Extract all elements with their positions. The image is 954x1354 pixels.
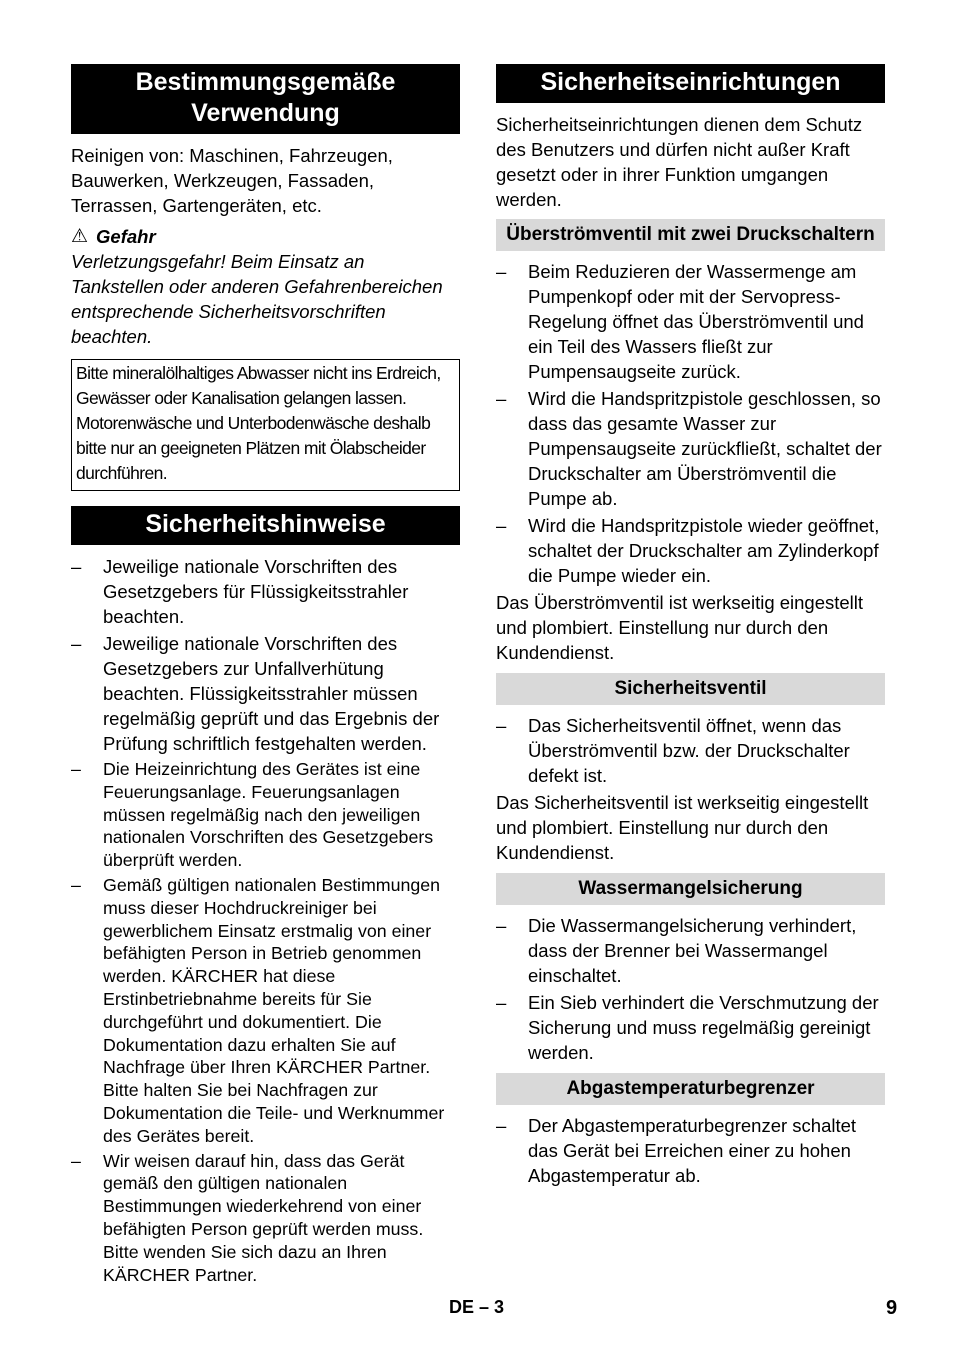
abgastemperaturbegrenzer-list <box>496 1113 885 1188</box>
list-item: – Beim Reduzieren der Wassermenge am Pumpenkopf oder mit der Servopress-Regelung öffnet das Überströmventil und ein Teil des Wassers fließt zur Pumpensaugseite zurück. <box>496 259 885 384</box>
sicherheitshinweise-list-continued <box>71 758 460 1286</box>
heading-sicherheitsventil: Sicherheitsventil <box>496 673 885 705</box>
list-item: – Wird die Handspritzpistole geschlossen, so dass das gesamte Wasser zur Pumpensaugseite zurückfließt, schaltet der Druckschalter am Überströmventil die Pumpe ab. <box>496 386 885 511</box>
environment-notice-box: Bitte mineralölhaltiges Abwasser nicht ins Erdreich, Gewässer oder Kanalisation gelangen lassen. Motorenwäsche und Unterbodenwäsche deshalb bitte nur an geeigneten Plätzen mit Ölabscheider durchführen. <box>71 359 460 491</box>
warning-triangle-icon: ⚠ <box>71 226 89 247</box>
paragraph-ueberstroemventil: Das Überströmventil ist werkseitig eingestellt und plombiert. Einstellung nur durch den Kundendienst. <box>496 592 864 663</box>
list-item: – Der Abgastemperaturbegrenzer schaltet das Gerät bei Erreichen einer zu hohen Abgastemperatur ab. <box>496 1113 885 1188</box>
list-item: – Jeweilige nationale Vorschriften des Gesetzgebers für Flüssigkeitsstrahler beachten. <box>71 554 460 629</box>
list-item: – Das Sicherheitsventil öffnet, wenn das Überströmventil bzw. der Druckschalter defekt ist. <box>496 713 885 788</box>
footer-language-page: DE – 3 <box>449 1297 505 1317</box>
heading-sicherheitseinrichtungen: Sicherheitseinrichtungen <box>496 64 885 103</box>
heading-ueberstroemventil: Überströmventil mit zwei Druckschaltern <box>496 219 885 251</box>
heading-bestimmungsgemaesse-verwendung: Bestimmungsgemäße Verwendung <box>71 64 460 134</box>
warning-text: Verletzungsgefahr! Beim Einsatz an Tankstellen oder anderen Gefahrenbereichen entsprechende Sicherheitsvorschriften beachten. <box>71 251 443 347</box>
list-item: – Jeweilige nationale Vorschriften des Gesetzgebers zur Unfallverhütung beachten. Flüssigkeitsstrahler müssen regelmäßig geprüft und das Ergebnis der Prüfung schriftlich festgehalten werden. <box>71 631 460 756</box>
paragraph-reinigen: Reinigen von: Maschinen, Fahrzeugen, Bauwerken, Werkzeugen, Fassaden, Terrassen, Gartengeräten, etc. <box>71 145 393 216</box>
heading-abgastemperaturbegrenzer: Abgastemperaturbegrenzer <box>496 1073 885 1105</box>
footer-page-number: 9 <box>886 1297 898 1319</box>
list-item: – Die Wassermangelsicherung verhindert, dass der Brenner bei Wassermangel einschaltet. <box>496 913 885 988</box>
left-column <box>71 64 460 1288</box>
wassermangelsicherung-list <box>496 913 885 1065</box>
list-item: – Wir weisen darauf hin, dass das Gerät gemäß den gültigen nationalen Bestimmungen wiederkehrend von einer befähigten Person geprüft werden muss. Bitte wenden Sie sich dazu an Ihren KÄRCHER Partner. <box>71 1150 460 1287</box>
right-column <box>496 64 885 1190</box>
ueberstroemventil-list <box>496 259 885 588</box>
list-item: – Wird die Handspritzpistole wieder geöffnet, schaltet der Druckschalter am Zylinderkopf die Pumpe wieder ein. <box>496 513 885 588</box>
paragraph-sicherheitsventil: Das Sicherheitsventil ist werkseitig eingestellt und plombiert. Einstellung nur durch den Kundendienst. <box>496 792 869 863</box>
heading-wassermangelsicherung: Wassermangelsicherung <box>496 873 885 905</box>
warning-title: Gefahr <box>96 226 156 247</box>
list-item: – Ein Sieb verhindert die Verschmutzung der Sicherung und muss regelmäßig gereinigt werden. <box>496 990 885 1065</box>
warning-heading <box>71 224 460 249</box>
heading-sicherheitshinweise: Sicherheitshinweise <box>71 506 460 545</box>
paragraph-intro: Sicherheitseinrichtungen dienen dem Schutz des Benutzers und dürfen nicht außer Kraft gesetzt oder in ihrer Funktion umgangen werden. <box>496 114 863 210</box>
list-item: – Gemäß gültigen nationalen Bestimmungen muss dieser Hochdruckreiniger bei gewerblichem Einsatz erstmalig von einer befähigten Person in Betrieb genommen werden. KÄRCHER hat diese Erstinbetriebnahme bereits für Sie durchgeführt und dokumentiert. Die Dokumentation dazu erhalten Sie auf Nachfrage über Ihren KÄRCHER Partner. Bitte halten Sie bei Nachfragen zur Dokumentation die Teile- und Werknummer des Gerätes bereit. <box>71 874 460 1148</box>
sicherheitsventil-list <box>496 713 885 788</box>
list-item: – Die Heizeinrichtung des Gerätes ist eine Feuerungsanlage. Feuerungsanlagen müssen regelmäßig nach den jeweiligen nationalen Vorschriften des Gesetzgebers überprüft werden. <box>71 758 460 872</box>
sicherheitshinweise-list <box>71 554 460 756</box>
